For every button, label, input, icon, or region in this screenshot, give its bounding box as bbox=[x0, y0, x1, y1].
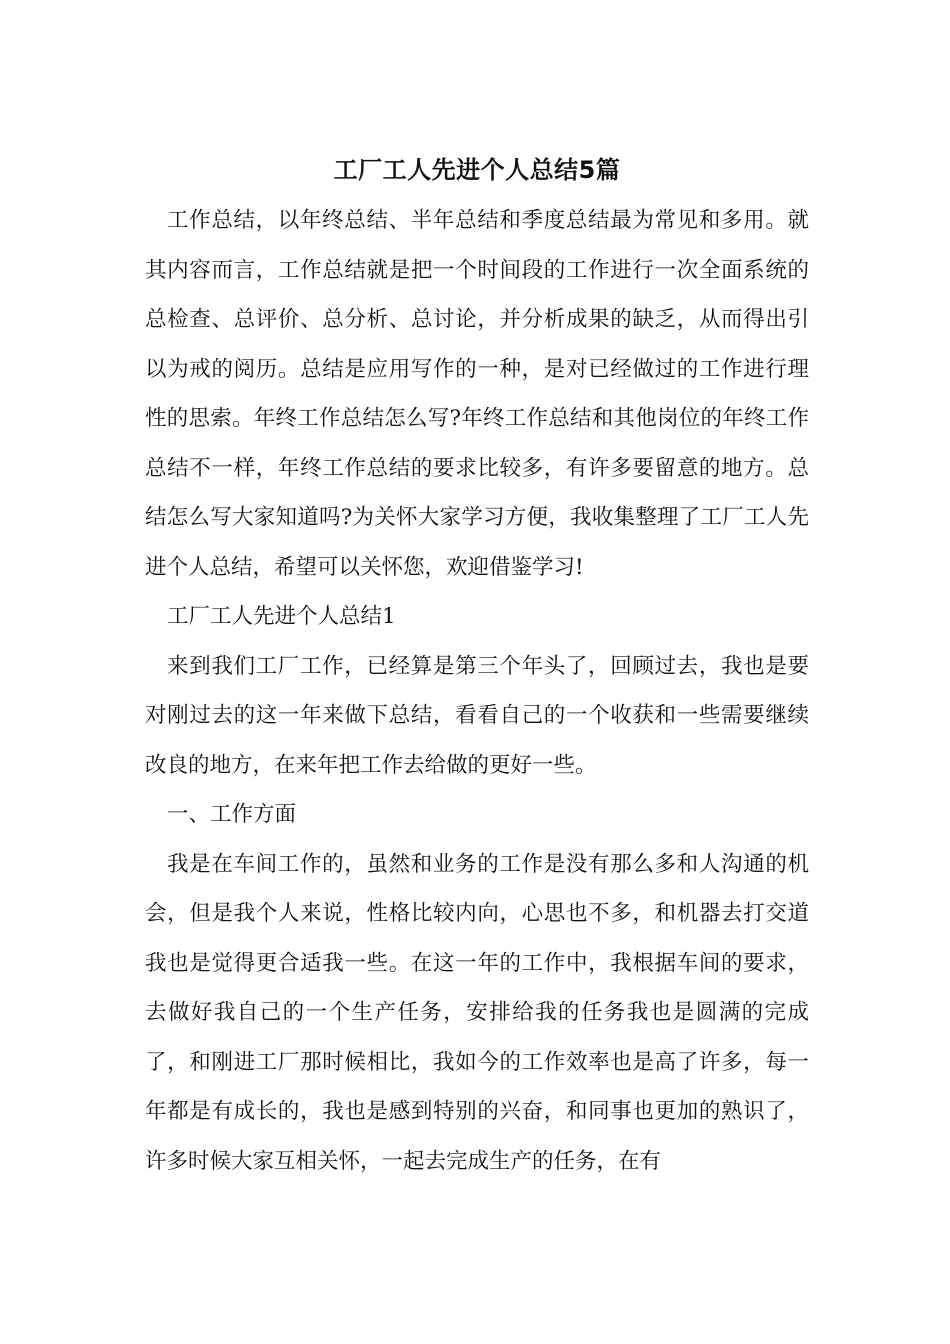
section-heading: 工厂工人先进个人总结1 bbox=[167, 604, 396, 629]
subheading-work: 一、工作方面 bbox=[167, 802, 297, 827]
document-title: 工厂工人先进个人总结5篇 bbox=[333, 156, 621, 184]
intro-paragraph: 工作总结，以年终总结、半年总结和季度总结最为常见和多用。就其内容而言，工作总结就是把一个时间段的工作进行一次全面系统的总检查、总评价、总分析、总讨论，并分析成果的缺乏，从而得出引以为戒的阅历。总结是应用写作的一种，是对已经做过的工作进行理性的思索。年终工作总结怎么写?年终工作总结和其他岗位的年终工作总结不一样，年终工作总结的要求比较多，有许多要留意的地方。总结怎么写大家知道吗?为关怀大家学习方便，我收集整理了工厂工人先进个人总结，希望可以关怀您，欢迎借鉴学习! bbox=[145, 208, 809, 580]
section-intro-paragraph: 来到我们工厂工作，已经算是第三个年头了，回顾过去，我也是要对刚过去的这一年来做下总结，看看自己的一个收获和一些需要继续改良的地方，在来年把工作去给做的更好一些。 bbox=[145, 653, 809, 778]
document-body bbox=[145, 152, 809, 1186]
work-paragraph: 我是在车间工作的，虽然和业务的工作是没有那么多和人沟通的机会，但是我个人来说，性格比较内向，心思也不多，和机器去打交道我也是觉得更合适我一些。在这一年的工作中，我根据车间的要求，去做好我自己的一个生产任务，安排给我的任务我也是圆满的完成了，和刚进工厂那时候相比，我如今的工作效率也是高了许多，每一年都是有成长的，我也是感到特别的兴奋，和同事也更加的熟识了，许多时候大家互相关怀，一起去完成生产的任务，在有 bbox=[145, 851, 809, 1174]
